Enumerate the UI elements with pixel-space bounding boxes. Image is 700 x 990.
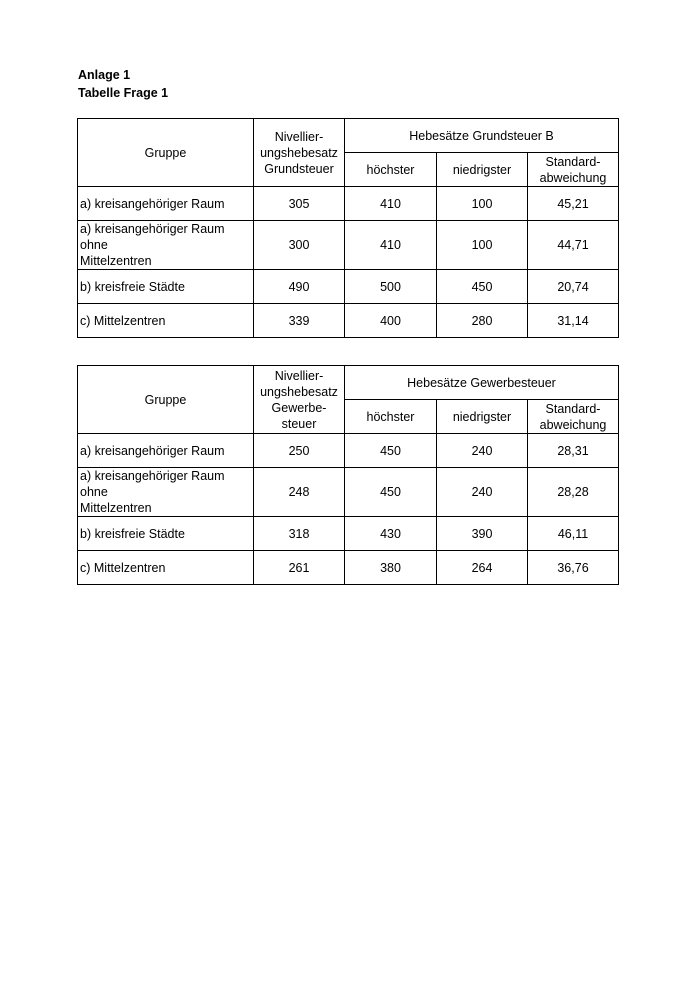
header-hoechster: höchster [345, 153, 437, 187]
cell-gruppe-text: Mittelzentren [80, 254, 152, 268]
cell-gruppe-text: c) Mittelzentren [80, 313, 166, 328]
cell-gruppe-text: a) kreisangehöriger Raum ohne [80, 469, 225, 499]
cell-niedrigster: 240 [437, 434, 528, 468]
header-std-line: abweichung [539, 170, 607, 185]
cell-gruppe-text: Mittelzentren [80, 501, 152, 515]
header-hebesaetze-span: Hebesätze Gewerbesteuer [345, 366, 619, 400]
cell-gruppe [78, 304, 254, 338]
cell-nivellier: 300 [254, 221, 345, 270]
cell-gruppe [78, 270, 254, 304]
header-gruppe: Gruppe [78, 366, 254, 434]
table-row [78, 221, 619, 270]
header-hoechster: höchster [345, 400, 437, 434]
header-nivellier-line: ungshebesatz [260, 384, 338, 399]
cell-gruppe [78, 221, 254, 270]
header-std-line: abweichung [539, 417, 607, 432]
cell-hoechster: 400 [345, 304, 437, 338]
table-header-row [78, 366, 619, 400]
header-nivellierungshebesatz [254, 366, 345, 434]
cell-nivellier: 339 [254, 304, 345, 338]
table-row [78, 517, 619, 551]
cell-gruppe [78, 187, 254, 221]
header-nivellier-line: Nivellier- [274, 129, 324, 144]
cell-std: 46,11 [528, 517, 619, 551]
cell-hoechster: 500 [345, 270, 437, 304]
cell-hoechster: 380 [345, 551, 437, 585]
cell-gruppe [78, 434, 254, 468]
cell-gruppe-text: a) kreisangehöriger Raum [80, 196, 225, 211]
header-nivellier-line: steuer [281, 416, 317, 431]
cell-std: 28,31 [528, 434, 619, 468]
header-nivellier-line: Nivellier- [274, 368, 324, 383]
cell-hoechster: 450 [345, 468, 437, 517]
table-row [78, 468, 619, 517]
header-std-line: Standard- [545, 401, 601, 416]
cell-std: 31,14 [528, 304, 619, 338]
cell-gruppe-text: c) Mittelzentren [80, 560, 166, 575]
cell-hoechster: 410 [345, 221, 437, 270]
cell-std: 45,21 [528, 187, 619, 221]
header-hebesaetze-span: Hebesätze Grundsteuer B [345, 119, 619, 153]
cell-gruppe-text: a) kreisangehöriger Raum ohne [80, 222, 225, 252]
cell-nivellier: 490 [254, 270, 345, 304]
cell-niedrigster: 240 [437, 468, 528, 517]
header-standardabweichung [528, 400, 619, 434]
header-nivellier-line: ungshebesatz [260, 145, 338, 160]
cell-niedrigster: 450 [437, 270, 528, 304]
cell-niedrigster: 264 [437, 551, 528, 585]
cell-niedrigster: 390 [437, 517, 528, 551]
cell-nivellier: 248 [254, 468, 345, 517]
cell-nivellier: 305 [254, 187, 345, 221]
header-niedrigster: niedrigster [437, 153, 528, 187]
grundsteuer-table [77, 118, 619, 338]
table-row [78, 270, 619, 304]
cell-nivellier: 261 [254, 551, 345, 585]
cell-hoechster: 450 [345, 434, 437, 468]
gewerbesteuer-table [77, 365, 619, 585]
table-header-row [78, 119, 619, 153]
cell-std: 28,28 [528, 468, 619, 517]
header-std-line: Standard- [545, 154, 601, 169]
table-row [78, 434, 619, 468]
cell-std: 36,76 [528, 551, 619, 585]
header-gruppe: Gruppe [78, 119, 254, 187]
cell-std: 44,71 [528, 221, 619, 270]
document-heading-tabelle: Tabelle Frage 1 [78, 86, 169, 100]
header-nivellier-line: Grundsteuer [264, 161, 334, 176]
cell-nivellier: 250 [254, 434, 345, 468]
cell-gruppe-text: a) kreisangehöriger Raum [80, 443, 225, 458]
cell-gruppe-text: b) kreisfreie Städte [80, 279, 185, 294]
document-heading-anlage: Anlage 1 [78, 68, 131, 82]
cell-niedrigster: 100 [437, 187, 528, 221]
table-row [78, 187, 619, 221]
header-standardabweichung [528, 153, 619, 187]
header-nivellierungshebesatz [254, 119, 345, 187]
table-row [78, 304, 619, 338]
cell-nivellier: 318 [254, 517, 345, 551]
cell-hoechster: 430 [345, 517, 437, 551]
cell-niedrigster: 100 [437, 221, 528, 270]
cell-gruppe [78, 551, 254, 585]
header-nivellier-line: Gewerbe- [271, 400, 327, 415]
cell-hoechster: 410 [345, 187, 437, 221]
cell-niedrigster: 280 [437, 304, 528, 338]
header-niedrigster: niedrigster [437, 400, 528, 434]
cell-gruppe-text: b) kreisfreie Städte [80, 526, 185, 541]
table-row [78, 551, 619, 585]
cell-gruppe [78, 468, 254, 517]
cell-gruppe [78, 517, 254, 551]
cell-std: 20,74 [528, 270, 619, 304]
